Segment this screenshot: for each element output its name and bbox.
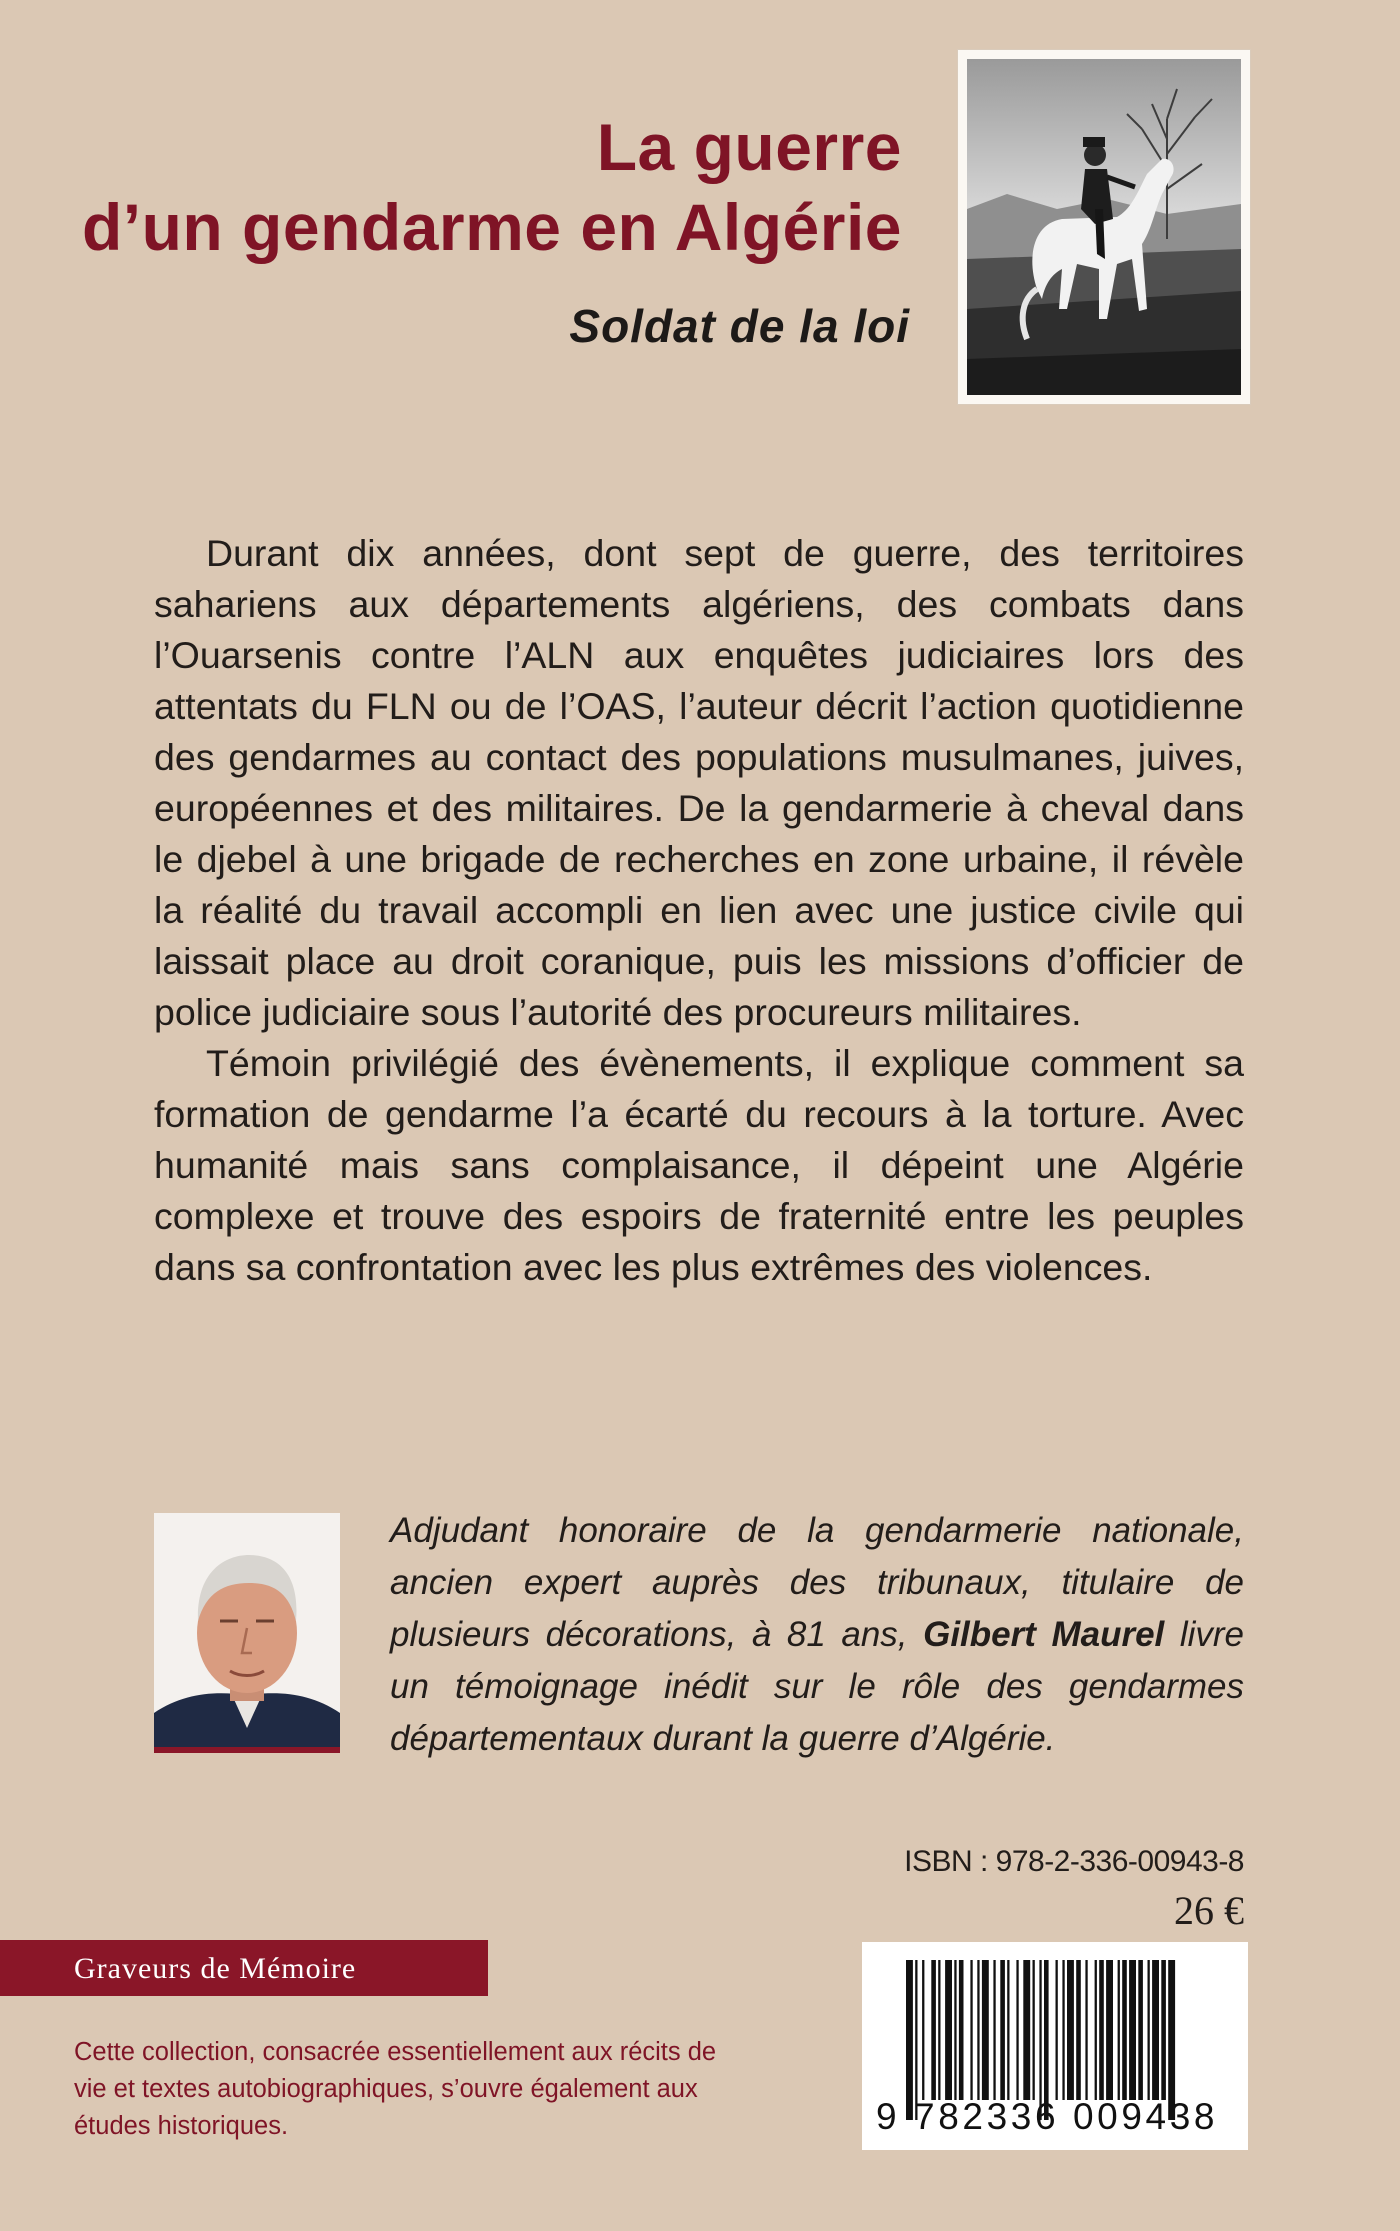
summary-paragraph-2: Témoin privilégié des évènements, il explique comment sa formation de gendarme l’a écarté du recours à la torture. Avec humanité mais sans complaisance, il dépeint une Algérie complexe et trouve des espoirs de fraternité entre les peuples dans sa confrontation avec les plus extrêmes des violences. (154, 1042, 1244, 1288)
barcode-bar (1106, 1960, 1113, 2100)
barcode-bar (982, 1960, 989, 2100)
barcode-bar (1085, 1960, 1087, 2100)
cover-photo (958, 50, 1250, 404)
barcode-bar (931, 1960, 936, 2100)
barcode-bar (1067, 1960, 1074, 2100)
barcode-bar (1076, 1960, 1081, 2100)
barcode-bar (922, 1960, 924, 2100)
author-bio-lead: Adjudant honoraire de la gendarmerie nationale, ancien expert auprès des tribunaux, titulaire de plusieurs décorations, à 81 ans, (390, 1511, 1244, 1654)
barcode-digits: 9 782336 009438 (876, 2096, 1219, 2137)
barcode-bar (1152, 1960, 1159, 2100)
barcode-bar (1007, 1960, 1009, 2100)
barcode-bar (945, 1960, 952, 2100)
barcode-bar (1122, 1960, 1127, 2100)
price-label: 26 € (1174, 1888, 1244, 1933)
barcode-bar (977, 1960, 979, 2100)
barcode-bar (1016, 1960, 1018, 2100)
barcode-bar (1033, 1960, 1035, 2100)
barcode-bar (1056, 1960, 1058, 2100)
horseman-photo-image (967, 59, 1241, 395)
barcode-bar (938, 1960, 940, 2100)
collection-name: Graveurs de Mémoire (74, 1952, 357, 1985)
author-bio-tail: livre un témoignage inédit sur le rôle des gendarmes départementaux durant la guerre d’Algérie. (390, 1615, 1244, 1758)
author-bio (390, 1505, 1244, 1765)
back-cover-summary (154, 528, 1244, 1293)
author-portrait-image (154, 1513, 340, 1753)
isbn-label: ISBN : 978-2-336-00943-8 (904, 1845, 1244, 1878)
barcode-bar (954, 1960, 956, 2100)
barcode-bar (959, 1960, 964, 2100)
collection-description: Cette collection, consacrée essentiellement aux récits de vie et textes autobiographiques, s’ouvre également aux études historiques. (74, 2038, 717, 2140)
author-name: Gilbert Maurel (923, 1615, 1165, 1654)
barcode-bar (970, 1960, 972, 2100)
barcode-bar (1161, 1960, 1166, 2100)
book-title-line-2: d’un gendarme en Algérie (81, 190, 902, 264)
barcode-bar (1129, 1960, 1136, 2100)
barcode-bar (1148, 1960, 1150, 2100)
author-portrait (154, 1513, 340, 1753)
summary-paragraph-1: Durant dix années, dont sept de guerre, des territoires sahariens aux départements algériens, des combats dans l’Ouarsenis contre l’ALN aux enquêtes judiciaires lors des attentats du FLN ou de l’OAS, l’auteur décrit l’action quotidienne des gendarmes au contact des populations musulmanes, juives, européennes et des militaires. De la gendarmerie à cheval dans le djebel à une brigade de recherches en zone urbaine, il révèle la réalité du travail accompli en lien avec une justice civile qui laissait place au droit coranique, puis les missions d’officier de police judiciaire sous l’autorité des procureurs militaires. (154, 532, 1244, 1033)
barcode-bar (1095, 1960, 1097, 2100)
book-title-line-1: La guerre (596, 110, 902, 184)
barcode-bar (1138, 1960, 1143, 2100)
barcode-bar (1099, 1960, 1104, 2100)
barcode-bar (1118, 1960, 1120, 2100)
barcode-bar (1023, 1960, 1030, 2100)
barcode-bar (1000, 1960, 1005, 2100)
barcode-bar (1062, 1960, 1064, 2100)
book-subtitle: Soldat de la loi (569, 300, 910, 352)
barcode-bar (993, 1960, 995, 2100)
